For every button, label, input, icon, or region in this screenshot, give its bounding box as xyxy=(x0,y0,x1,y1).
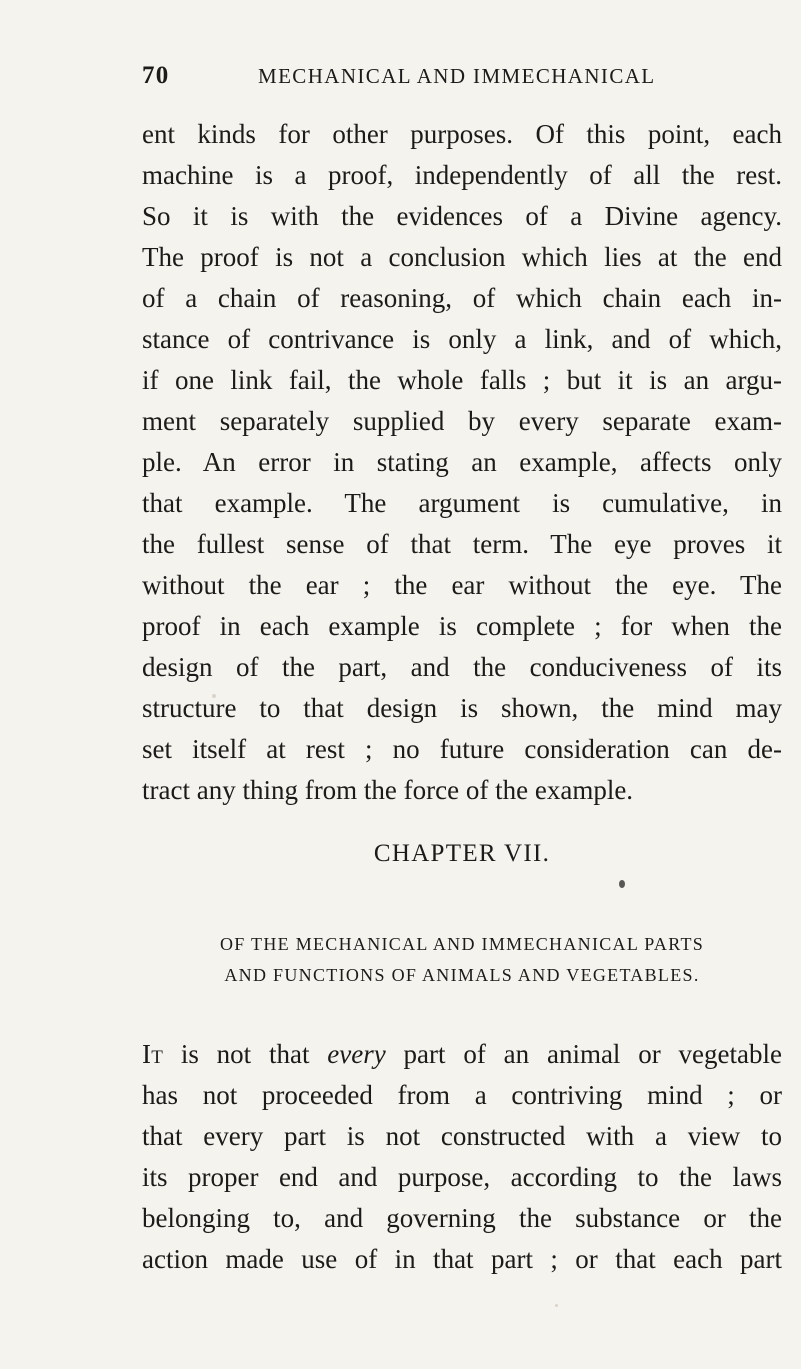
paragraph-line: The proof is not a conclusion which lies at the end xyxy=(142,242,782,272)
paragraph-line: that every part is not constructed with a view to xyxy=(142,1121,782,1151)
chapter-title xyxy=(142,929,782,991)
paragraph-line: design of the part, and the conduciveness of its xyxy=(142,652,782,682)
paragraph-line: structure to that design is shown, the mind may xyxy=(142,693,782,723)
running-title: MECHANICAL AND IMMECHANICAL xyxy=(258,64,656,88)
chapter-title-line-1: OF THE MECHANICAL AND IMMECHANICAL PARTS xyxy=(219,934,705,954)
paragraph-line: without the ear ; the ear without the eye. The xyxy=(142,570,782,600)
running-head xyxy=(142,62,682,96)
paragraph-line: action made use of in that part ; or that each part xyxy=(142,1244,782,1274)
small-ornament-dot xyxy=(619,880,625,888)
paper-speck xyxy=(212,694,216,698)
paragraph-line: ent kinds for other purposes. Of this point, each xyxy=(142,119,782,149)
page-number: 70 xyxy=(142,62,170,89)
paragraph-line-last: tract any thing from the force of the example. xyxy=(142,775,634,805)
opening-word: It xyxy=(142,1039,163,1069)
paragraph-line: ple. An error in stating an example, affects only xyxy=(142,447,782,477)
opening-phrase: is not that xyxy=(163,1039,328,1069)
chapter-heading: CHAPTER VII. xyxy=(373,840,551,867)
paragraph-line: set itself at rest ; no future consideration can de- xyxy=(142,734,782,764)
chapter-title-line-2: AND FUNCTIONS OF ANIMALS AND VEGETABLES. xyxy=(224,965,700,985)
second-paragraph xyxy=(142,1034,782,1280)
paragraph-line: of a chain of reasoning, of which chain each in- xyxy=(142,283,782,313)
paragraph-line: that example. The argument is cumulative, in xyxy=(142,488,782,518)
paragraph-line: proof in each example is complete ; for when the xyxy=(142,611,782,641)
paragraph-line: ment separately supplied by every separate exam- xyxy=(142,406,782,436)
paragraph-line: has not proceeded from a contriving mind ; or xyxy=(142,1080,782,1110)
paragraph-line: stance of contrivance is only a link, and of which, xyxy=(142,324,782,354)
paragraph-line: machine is a proof, independently of all the rest. xyxy=(142,160,782,190)
first-paragraph xyxy=(142,114,782,811)
paragraph-line: if one link fail, the whole falls ; but it is an argu- xyxy=(142,365,782,395)
paragraph-line: its proper end and purpose, according to the laws xyxy=(142,1162,782,1192)
emphasized-word: every xyxy=(327,1039,386,1069)
paper-speck xyxy=(555,1304,558,1307)
opening-line-end: part of an animal or vegetable xyxy=(385,1039,783,1069)
paragraph-line: So it is with the evidences of a Divine agency. xyxy=(142,201,782,231)
paragraph-opening-line xyxy=(142,1034,782,1075)
paragraph-line: the fullest sense of that term. The eye proves it xyxy=(142,529,782,559)
paragraph-line: belonging to, and governing the substance or the xyxy=(142,1203,782,1233)
